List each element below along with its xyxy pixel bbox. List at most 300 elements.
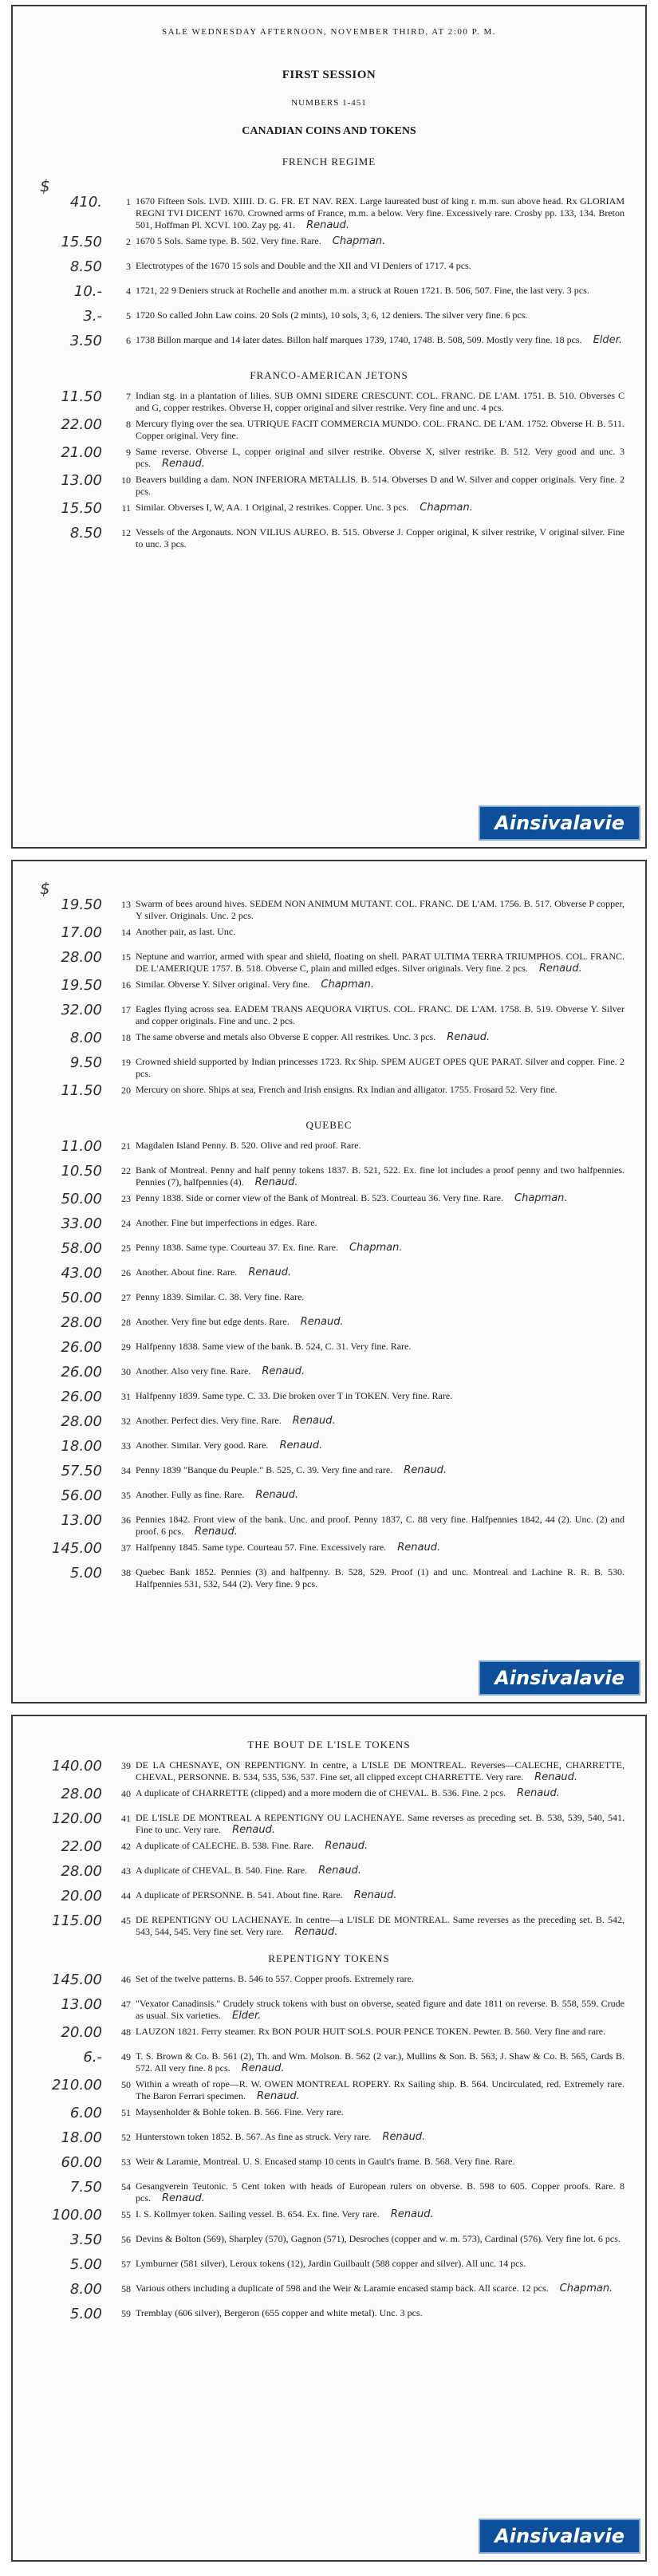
lot-price: 8.50 <box>69 525 102 542</box>
lot-description <box>136 2283 625 2294</box>
lot-price: 19.50 <box>61 977 102 994</box>
lot-description <box>136 1164 625 1188</box>
lots-container <box>13 1721 645 2328</box>
section-heading: REPENTIGNY TOKENS <box>268 1952 390 1964</box>
lot-price: 145.00 <box>52 1971 102 1988</box>
buyer-annotation: Renaud. <box>255 1489 299 1501</box>
lot-number: 8 <box>126 419 131 430</box>
lot-description <box>136 1266 625 1278</box>
catalog-page-1 <box>11 5 647 849</box>
lot-price: 11.50 <box>61 388 102 405</box>
lot-description-text: Weir & Laramie, Montreal. U. S. Encased stamp 10 cents in Gault's frame. B. 568. Very fine. Rare. <box>136 2156 515 2167</box>
lot-description-text: 1670 5 Sols. Same type. B. 502. Very fine. Rare. <box>136 235 321 246</box>
lot-entry <box>13 2233 645 2254</box>
lot-entry <box>13 2026 645 2046</box>
lot-number: 31 <box>121 1391 131 1402</box>
catalog-subtitle: CANADIAN COINS AND TOKENS <box>242 125 416 137</box>
lot-number: 49 <box>121 2051 131 2062</box>
buyer-annotation: Renaud. <box>162 2192 205 2204</box>
lot-entry <box>13 309 645 330</box>
lot-description-text: Pennies 1842. Front view of the bank. Unc. and proof. Penny 1837, C. 88 very fine. Halfpennies 1842, 44 (2). Unc. (2) and proof. 6 pcs. <box>136 1514 625 1537</box>
buyer-annotation: Renaud. <box>254 1176 298 1188</box>
lot-description-text: Within a wreath of rope—R. W. OWEN MONTREAL ROPERY. Rx Sailing ship. B. 564. Uncirculated, red. Extremely rare. The Baron Ferrari specimen. <box>136 2078 625 2101</box>
lot-entry <box>13 1031 645 1052</box>
lot-price: 210.00 <box>52 2077 102 2093</box>
lot-number: 9 <box>126 447 131 458</box>
lot-number: 13 <box>121 899 131 910</box>
buyer-annotation: Elder. <box>593 334 622 346</box>
lot-entry <box>13 390 645 414</box>
lot-description-text: Similar. Obverses I, W, AA. 1 Original, 2 restrikes. Copper. Unc. 3 pcs. <box>136 502 409 513</box>
lot-description-text: DE LA CHESNAYE, ON REPENTIGNY. In centre, a L'ISLE DE MONTREAL. Reverses—CALECHE, CHARRETTE, CHEVAL, PERSONNE. B. 534, 535, 536, 537. Fine set, all clipped except CHARRETTE. Very rare. <box>136 1759 625 1782</box>
lot-description <box>136 1056 625 1080</box>
lot-description <box>136 474 625 498</box>
lot-entry <box>13 1266 645 1287</box>
lot-description-text: Eagles flying across sea. EADEM TRANS AEQUORA VIRTUS. COL. FRANC. DE L'AM. 1758. B. 519. Obverse Y. Silver and copper originals. Fine and unc. 2 pcs. <box>136 1003 625 1026</box>
lot-number: 50 <box>121 2079 131 2090</box>
lot-description <box>136 1365 625 1377</box>
lot-number: 43 <box>121 1865 131 1877</box>
watermark-logo: Ainsivalavie <box>479 805 640 841</box>
lot-description-text: Swarm of bees around hives. SEDEM NON ANIMUM MUTANT. COL. FRANC. DE L'AM. 1756. B. 517. Obverse P copper, Y silver. Originals. Unc. 2 pcs. <box>136 898 625 921</box>
lot-description-text: A duplicate of CALECHE. B. 538. Fine. Rare. <box>136 1840 314 1851</box>
buyer-annotation: Renaud. <box>447 1031 491 1043</box>
lot-entry <box>13 1291 645 1312</box>
lot-price: 145.00 <box>52 1540 102 1557</box>
lot-entry <box>13 1084 645 1105</box>
lot-entry <box>13 446 645 470</box>
buyer-annotation: Renaud. <box>248 1266 292 1278</box>
lot-description-text: Another. Fine but imperfections in edges. Rare. <box>136 1217 317 1228</box>
lot-price: 28.00 <box>61 949 102 966</box>
lot-description-text: Another. Similar. Very good. Rare. <box>136 1440 269 1451</box>
lot-description <box>136 502 625 514</box>
lot-entry <box>13 979 645 999</box>
lot-entry <box>13 1865 645 1885</box>
lot-description-text: Penny 1838. Same type. Courteau 37. Ex. fine. Rare. <box>136 1242 338 1253</box>
lot-description-text: Halfpenny 1838. Same view of the bank. B. 524, C. 31. Very fine. Rare. <box>136 1341 412 1352</box>
lot-description <box>136 1217 625 1229</box>
lot-number: 25 <box>121 1243 131 1254</box>
lot-description-text: Crowned shield supported by Indian princesses 1723. Rx Ship. SPEM AUGET OPES QUE PARAT. Silver and copper. Fine. 2 pcs. <box>136 1056 625 1079</box>
buyer-annotation: Chapman. <box>514 1192 568 1204</box>
lot-description-text: Similar. Obverse Y. Silver original. Very fine. <box>136 979 310 990</box>
lot-description <box>136 1865 625 1877</box>
lot-number: 32 <box>121 1416 131 1427</box>
lot-description <box>136 309 625 321</box>
section-heading: FRANCO-AMERICAN JETONS <box>250 369 408 381</box>
lot-description <box>136 2050 625 2074</box>
lot-price: 15.50 <box>61 234 102 250</box>
lot-description-text: Magdalen Island Penny. B. 520. Olive and red proof. Rare. <box>136 1140 361 1151</box>
lot-description-text: Quebec Bank 1852. Pennies (3) and halfpenny. B. 528, 529. Proof (1) and unc. Montreal and Lachine R. R. B. 530. Halfpennies 531, 532, 544 (2). Very fine. 9 pcs. <box>136 1566 625 1589</box>
lot-description <box>136 1464 625 1476</box>
lot-description <box>136 951 625 975</box>
lot-price: 26.00 <box>61 1339 102 1356</box>
lot-description <box>136 1003 625 1027</box>
lots-container <box>13 138 645 550</box>
dollar-sign: $ <box>40 176 50 195</box>
lot-number: 54 <box>121 2181 131 2192</box>
lot-description <box>136 1566 625 1590</box>
lot-number: 59 <box>121 2308 131 2319</box>
lot-description-text: Indian stg. in a plantation of lilies. SUB OMNI SIDERE CRESCUNT. COL. FRANC. DE L'AM. 1751. B. 510. Obverses C and G, copper restrikes. Obverse H, copper original and silver restrike. Very fine and unc. 4 pcs. <box>136 390 625 413</box>
lot-number: 51 <box>121 2107 131 2118</box>
lot-entry <box>13 502 645 522</box>
lot-entry <box>13 2078 645 2102</box>
buyer-annotation: Renaud. <box>162 458 205 470</box>
lot-entry <box>13 1464 645 1485</box>
lot-price: 5.00 <box>69 1565 102 1581</box>
lot-description <box>136 1973 625 1985</box>
lot-price: 20.00 <box>61 1888 102 1904</box>
watermark-logo: Ainsivalavie <box>479 1660 640 1696</box>
lot-number: 15 <box>121 951 131 963</box>
lot-description-text: Penny 1839 "Banque du Peuple." B. 525, C. 39. Very fine and rare. <box>136 1464 393 1475</box>
lot-description <box>136 1291 625 1303</box>
buyer-annotation: Renaud. <box>241 2062 285 2074</box>
lot-price: 20.00 <box>61 2024 102 2041</box>
session-title: FIRST SESSION <box>282 69 376 81</box>
lot-entry <box>13 1192 645 1213</box>
lot-description-text: Another. Fully as fine. Rare. <box>136 1489 245 1500</box>
buyer-annotation: Renaud. <box>306 219 349 231</box>
lot-number: 47 <box>121 1999 131 2010</box>
lot-description-text: Another. Perfect dies. Very fine. Rare. <box>136 1415 282 1426</box>
lot-entry <box>13 2180 645 2204</box>
lot-price: 28.00 <box>61 1314 102 1331</box>
lot-entry <box>13 2050 645 2074</box>
lot-description <box>136 390 625 414</box>
lot-number: 24 <box>121 1218 131 1229</box>
lot-description-text: "Vexator Canadinsis." Crudely struck tokens with bust on obverse, seated figure and date 1811 on reverse. B. 558, 559. Crude as usual. Six varieties. <box>136 1998 625 2021</box>
lot-price: 28.00 <box>61 1786 102 1802</box>
buyer-annotation: Renaud. <box>300 1316 344 1328</box>
lot-price: 8.00 <box>69 2281 102 2298</box>
lot-description <box>136 1242 625 1254</box>
lot-entry <box>13 1164 645 1188</box>
lot-number: 56 <box>121 2234 131 2245</box>
lot-description-text: Set of the twelve patterns. B. 546 to 557. Copper proofs. Extremely rare. <box>136 1973 414 1984</box>
lot-entry <box>13 2131 645 2152</box>
lot-description-text: Gesangverein Teutonic. 5 Cent token with heads of European rulers on obverse. B. 598 to 605. Copper proofs. Rare. 8 pcs. <box>136 2180 625 2204</box>
lot-entry <box>13 1489 645 1510</box>
lot-description <box>136 285 625 297</box>
lot-description <box>136 2156 625 2168</box>
lot-description-text: A duplicate of PERSONNE. B. 541. About fine. Rare. <box>136 1889 343 1900</box>
lot-number: 4 <box>126 286 131 297</box>
lot-number: 40 <box>121 1788 131 1799</box>
lot-price: 8.00 <box>69 1030 102 1046</box>
buyer-annotation: Renaud. <box>294 1926 338 1938</box>
lot-description-text: Mercury flying over the sea. UTRIQUE FACIT COMMERCIA MUNDO. COL. FRANC. DE L'AM. 1752. Obverse H. B. 511. Copper original. Very fine. <box>136 418 625 441</box>
lot-price: 22.00 <box>61 416 102 433</box>
lot-description-text: Same reverse. Obverse L, copper original and silver restrike. Obverse X, silver restrike. B. 512. Very good and unc. 3 pcs. <box>136 446 625 469</box>
lot-number: 2 <box>126 236 131 247</box>
buyer-annotation: Renaud. <box>279 1440 323 1451</box>
lot-price: 410. <box>69 194 102 211</box>
buyer-annotation: Renaud. <box>325 1840 368 1852</box>
lot-description <box>136 526 625 550</box>
buyer-annotation: Renaud. <box>256 2090 300 2102</box>
lot-description <box>136 1390 625 1402</box>
buyer-annotation: Renaud. <box>397 1542 441 1554</box>
lot-entry <box>13 1889 645 1910</box>
lot-description <box>136 2233 625 2245</box>
buyer-annotation: Renaud. <box>538 963 582 975</box>
lot-description <box>136 898 625 922</box>
lot-entry <box>13 926 645 947</box>
lot-number: 57 <box>121 2259 131 2270</box>
lot-entry <box>13 1914 645 1938</box>
lot-entry <box>13 1056 645 1080</box>
lot-entry <box>13 1140 645 1160</box>
buyer-annotation: Renaud. <box>353 1889 397 1901</box>
lot-description <box>136 1542 625 1554</box>
lot-number: 39 <box>121 1760 131 1771</box>
lot-number: 37 <box>121 1542 131 1554</box>
lot-entry <box>13 1390 645 1411</box>
watermark-logo: Ainsivalavie <box>479 2519 640 2554</box>
buyer-annotation: Renaud. <box>404 1464 447 1476</box>
lot-description-text: Penny 1838. Side or corner view of the Bank of Montreal. B. 523. Courteau 36. Very fine. Rare. <box>136 1192 504 1203</box>
lot-price: 9.50 <box>69 1054 102 1071</box>
lot-description-text: Mercury on shore. Ships at sea, French and Irish ensigns. Rx Indian and alligator. 1755. Frosard 52. Very fine. <box>136 1084 558 1095</box>
lot-entry <box>13 235 645 256</box>
lot-price: 100.00 <box>52 2207 102 2223</box>
lot-description <box>136 1415 625 1427</box>
lot-description-text: Penny 1839. Similar. C. 38. Very fine. Rare. <box>136 1291 305 1302</box>
buyer-annotation: Renaud. <box>534 1771 578 1783</box>
lot-price: 6.00 <box>69 2105 102 2121</box>
lot-entry <box>13 1316 645 1337</box>
lot-number: 14 <box>121 927 131 938</box>
lot-price: 5.00 <box>69 2256 102 2273</box>
sale-header: SALE WEDNESDAY AFTERNOON, NOVEMBER THIRD, AT 2:00 P. M. <box>161 27 497 37</box>
lot-description <box>136 1787 625 1799</box>
lot-description <box>136 1341 625 1353</box>
lot-price: 43.00 <box>61 1265 102 1282</box>
lot-entry <box>13 1759 645 1783</box>
lot-price: 3.- <box>83 308 102 325</box>
lot-number: 34 <box>121 1465 131 1476</box>
lot-price: 21.00 <box>61 444 102 461</box>
lot-number: 22 <box>121 1165 131 1176</box>
lot-entry <box>13 898 645 922</box>
buyer-annotation: Chapman. <box>349 1242 403 1254</box>
lot-number: 26 <box>121 1267 131 1278</box>
lot-price: 18.00 <box>61 1438 102 1455</box>
lot-entry <box>13 1787 645 1808</box>
lot-description-text: 1721, 22 9 Deniers struck at Rochelle and another m.m. a struck at Rouen 1721. B. 506, 507. Fine, the last very. 3 pcs. <box>136 285 589 296</box>
lot-description-text: Another. Very fine but edge dents. Rare. <box>136 1316 290 1327</box>
lot-price: 50.00 <box>61 1290 102 1306</box>
section-heading: THE BOUT DE L'ISLE TOKENS <box>247 1739 411 1751</box>
lot-description <box>136 1140 625 1152</box>
lot-number: 3 <box>126 261 131 272</box>
lot-description-text: Bank of Montreal. Penny and half penny tokens 1837. B. 521, 522. Ex. fine lot includes a proof penny and two halfpennies. Pennies (7), halfpennies (4). <box>136 1164 625 1188</box>
lot-number: 35 <box>121 1490 131 1501</box>
lot-description-text: Neptune and warrior, armed with spear and shield, floating on shell. PARAT ULTIMA TERRA TRIUMPHOS. COL. FRANC. DE L'AMERIQUE 1757. B. 518. Obverse C, plain and milled edges. Silver originals. Very fine. 2 pcs. <box>136 951 625 974</box>
lot-description-text: I. S. Kollmyer token. Sailing vessel. B. 654. Ex. fine. Very rare. <box>136 2208 380 2220</box>
lot-description <box>136 446 625 470</box>
lot-price: 15.50 <box>61 500 102 517</box>
lot-description <box>136 2307 625 2319</box>
dollar-sign: $ <box>40 879 50 898</box>
lot-description-text: Hunterstown token 1852. B. 567. As fine as struck. Very rare. <box>136 2131 372 2142</box>
numbers-range: NUMBERS 1-451 <box>291 98 367 108</box>
lot-description-text: Another. Also very fine. Rare. <box>136 1365 251 1377</box>
lot-entry <box>13 1415 645 1436</box>
lot-price: 6.- <box>83 2049 102 2066</box>
lot-entry <box>13 1440 645 1460</box>
lot-description-text: 1720 So called John Law coins. 20 Sols (2 mints), 10 sols, 3, 6, 12 deniers. The silver very fine. 6 pcs. <box>136 309 528 321</box>
lot-number: 42 <box>121 1841 131 1852</box>
lot-price: 8.50 <box>69 258 102 275</box>
lot-description <box>136 235 625 247</box>
lot-description <box>136 2258 625 2270</box>
lot-price: 140.00 <box>52 1758 102 1774</box>
lot-price: 22.00 <box>61 1838 102 1855</box>
lot-number: 45 <box>121 1915 131 1926</box>
lot-description-text: Electrotypes of the 1670 15 sols and Double and the XII and VI Deniers of 1717. 4 pcs. <box>136 260 471 271</box>
lot-price: 26.00 <box>61 1364 102 1381</box>
lot-price: 56.00 <box>61 1487 102 1504</box>
lot-description-text: Another pair, as last. Unc. <box>136 926 236 937</box>
lot-price: 120.00 <box>52 1810 102 1827</box>
lot-price: 32.00 <box>61 1002 102 1018</box>
lot-number: 29 <box>121 1341 131 1353</box>
lot-number: 53 <box>121 2157 131 2168</box>
lot-number: 10 <box>121 475 131 486</box>
lot-description-text: Tremblay (606 silver), Bergeron (655 copper and white metal). Unc. 3 pcs. <box>136 2307 423 2318</box>
section-heading: FRENCH REGIME <box>282 156 376 167</box>
lot-description-text: DE L'ISLE DE MONTREAL A REPENTIGNY OU LACHENAYE. Same reverses as preceding set. B. 538, 539, 540, 541. Fine to unc. Very rare. <box>136 1812 625 1835</box>
lot-entry <box>13 195 645 231</box>
buyer-annotation: Renaud. <box>390 2208 434 2220</box>
lot-description <box>136 1440 625 1451</box>
lot-price: 18.00 <box>61 2129 102 2146</box>
buyer-annotation: Renaud. <box>262 1365 305 1377</box>
lot-price: 3.50 <box>69 333 102 349</box>
lot-entry <box>13 1998 645 2022</box>
lot-entry <box>13 1341 645 1361</box>
lot-description <box>136 418 625 442</box>
lot-description <box>136 1759 625 1783</box>
buyer-annotation: Renaud. <box>517 1787 560 1799</box>
lot-description <box>136 1812 625 1836</box>
buyer-annotation: Chapman. <box>332 235 386 247</box>
lot-description <box>136 195 625 231</box>
lot-description <box>136 1998 625 2022</box>
lot-price: 17.00 <box>61 924 102 941</box>
lot-number: 30 <box>121 1366 131 1377</box>
lot-entry <box>13 526 645 550</box>
lots-container <box>13 872 645 1590</box>
lot-entry <box>13 951 645 975</box>
lot-entry <box>13 334 645 355</box>
lot-price: 13.00 <box>61 472 102 489</box>
lot-price: 13.00 <box>61 1996 102 2013</box>
lot-price: 33.00 <box>61 1215 102 1232</box>
lot-description-text: Beavers building a dam. NON INFERIORA METALLIS. B. 514. Obverses D and W. Silver and copper originals. Very fine. 2 pcs. <box>136 474 625 497</box>
lot-entry <box>13 260 645 281</box>
lot-number: 1 <box>126 196 131 207</box>
lot-price: 28.00 <box>61 1413 102 1430</box>
lot-price: 57.50 <box>61 1463 102 1479</box>
lot-description <box>136 1914 625 1938</box>
lot-description <box>136 1316 625 1328</box>
lot-description <box>136 2131 625 2143</box>
lot-number: 41 <box>121 1813 131 1824</box>
lot-entry <box>13 474 645 498</box>
buyer-annotation: Renaud. <box>318 1865 361 1877</box>
catalog-page-2 <box>11 860 647 1704</box>
lot-description <box>136 1514 625 1538</box>
lot-entry <box>13 1365 645 1386</box>
lot-number: 28 <box>121 1317 131 1328</box>
buyer-annotation: Chapman. <box>321 979 374 991</box>
lot-entry <box>13 1217 645 1238</box>
lot-number: 33 <box>121 1440 131 1451</box>
lot-description-text: Maysenholder & Bohle token. B. 566. Fine. Very rare. <box>136 2106 344 2117</box>
section-heading: QUEBEC <box>305 1119 353 1131</box>
lot-price: 28.00 <box>61 1863 102 1880</box>
lot-description <box>136 979 625 991</box>
lot-entry <box>13 2258 645 2279</box>
lot-number: 7 <box>126 391 131 402</box>
lot-entry <box>13 2307 645 2328</box>
lot-description-text: DE REPENTIGNY OU LACHENAYE. In centre—a L'ISLE DE MONTREAL. Same reverses as the preceding set. B. 542, 543, 544, 545. Very fine set. Very rare. <box>136 1914 625 1937</box>
lot-number: 58 <box>121 2283 131 2294</box>
lot-number: 52 <box>121 2132 131 2143</box>
lot-number: 46 <box>121 1974 131 1985</box>
lot-description <box>136 1192 625 1204</box>
lot-price: 10.- <box>73 283 102 300</box>
lot-number: 17 <box>121 1004 131 1015</box>
lot-number: 38 <box>121 1567 131 1578</box>
lot-description-text: The same obverse and metals also Obverse E copper. All restrikes. Unc. 3 pcs. <box>136 1031 436 1042</box>
lot-price: 58.00 <box>61 1240 102 1257</box>
lot-number: 21 <box>121 1140 131 1152</box>
lot-price: 5.00 <box>69 2306 102 2322</box>
lot-description <box>136 2106 625 2118</box>
lot-number: 12 <box>121 527 131 538</box>
lot-number: 36 <box>121 1514 131 1526</box>
lot-price: 11.50 <box>61 1082 102 1099</box>
lot-price: 3.50 <box>69 2231 102 2248</box>
lot-description <box>136 1084 625 1096</box>
lot-number: 5 <box>126 310 131 321</box>
lot-number: 16 <box>121 979 131 991</box>
lot-entry <box>13 1812 645 1836</box>
lot-price: 60.00 <box>61 2154 102 2171</box>
lot-number: 48 <box>121 2027 131 2038</box>
lot-entry <box>13 1003 645 1027</box>
lot-description <box>136 1031 625 1043</box>
lot-description <box>136 1889 625 1901</box>
buyer-annotation: Renaud. <box>382 2131 426 2143</box>
lot-price: 19.50 <box>61 896 102 913</box>
lot-description <box>136 2180 625 2204</box>
lot-entry <box>13 1840 645 1861</box>
lot-description-text: 1738 Billon marque and 14 later dates. Billon half marques 1739, 1740, 1748. B. 508, 509. Mostly very fine. 18 pcs. <box>136 334 582 345</box>
lot-entry <box>13 2156 645 2176</box>
lot-number: 6 <box>126 335 131 346</box>
lot-entry <box>13 1542 645 1562</box>
lot-entry <box>13 2283 645 2303</box>
lot-description <box>136 926 625 938</box>
